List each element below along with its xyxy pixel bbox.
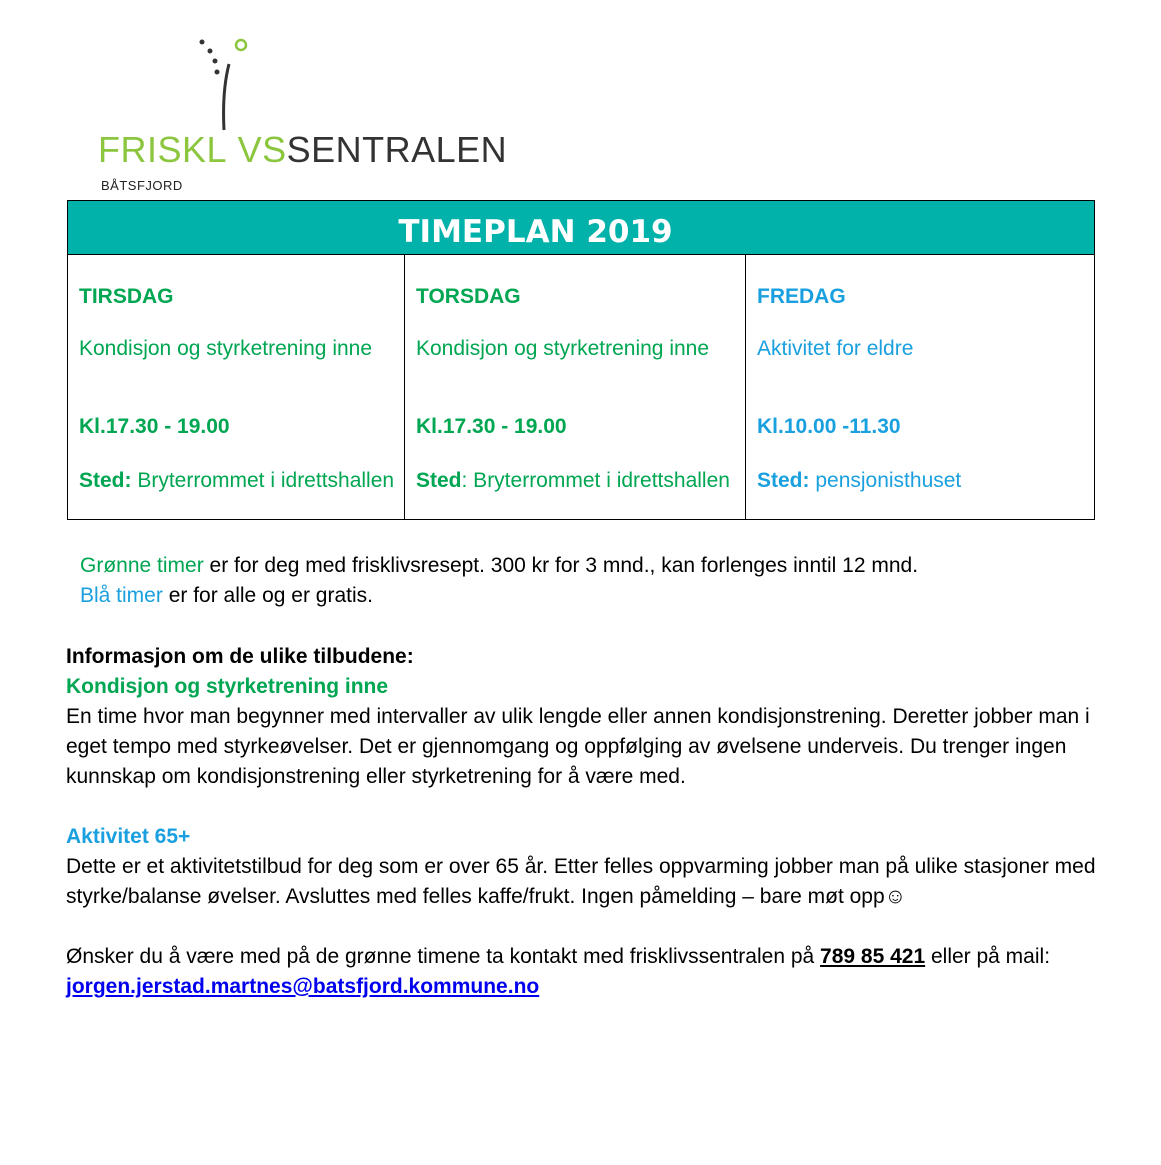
activity-label: Aktivitet for eldre: [757, 337, 914, 360]
place-label: Sted: pensjonisthuset: [757, 469, 962, 492]
logo-wordmark: FRISKL VSSENTRALEN: [98, 129, 508, 170]
legend-blue: Blå timer er for alle og er gratis.: [80, 584, 373, 607]
info-section: [66, 642, 1106, 1002]
schedule-header: [68, 201, 1094, 255]
logo-subtitle: BÅTSFJORD: [101, 178, 183, 193]
legend-green: Grønne timer er for deg med frisklivsresept. 300 kr for 3 mnd., kan forlenges inntil 12 mnd.: [80, 554, 919, 577]
day-label: TORSDAG: [416, 285, 521, 308]
place-label: Sted: Bryterrommet i idrettshallen: [79, 469, 395, 492]
schedule-column-tirsdag: [68, 255, 404, 519]
contact-paragraph: Ønsker du å være med på de grønne timene ta kontakt med frisklivssentralen på 789 85 421 eller på mail: jorgen.jerstad.martnes@batsfjord.kommune.no: [66, 945, 1051, 998]
place-label: Sted: Bryterrommet i idrettshallen: [416, 469, 730, 492]
time-label: Kl.17.30 - 19.00: [79, 415, 230, 438]
day-label: FREDAG: [757, 285, 846, 308]
section-text-kondisjon: En time hvor man begynner med intervaller av ulik lengde eller annen kondisjonstrening. Deretter jobber man i eget tempo med styrkeøvelser. Det er gjennomgang og oppfølging av øvelsene underveis. Du trenger ingen kunnskap om kondisjonstrening eller styrketrening for å være med.: [66, 705, 1090, 788]
frisklivssentralen-logo: [98, 36, 508, 193]
day-label: TIRSDAG: [79, 285, 174, 308]
activity-label: Kondisjon og styrketrening inne: [79, 337, 373, 360]
schedule-column-fredag: [745, 255, 1094, 519]
schedule-table: [67, 200, 1095, 520]
color-legend: [80, 551, 918, 611]
time-label: Kl.17.30 - 19.00: [416, 415, 567, 438]
email-link[interactable]: jorgen.jerstad.martnes@batsfjord.kommune.no: [66, 975, 540, 998]
activity-label: Kondisjon og styrketrening inne: [416, 337, 710, 360]
phone-link[interactable]: 789 85 421: [820, 945, 926, 968]
section-title-kondisjon: Kondisjon og styrketrening inne: [66, 675, 389, 698]
info-heading: Informasjon om de ulike tilbudene:: [66, 645, 414, 668]
section-text-aktivitet: Dette er et aktivitetstilbud for deg som er over 65 år. Etter felles oppvarming jobber man på ulike stasjoner med styrke/balanse øvelser. Avsluttes med felles kaffe/frukt. Ingen påmelding – bare møt opp☺: [66, 855, 1096, 908]
schedule-title: TIMEPLAN 2019: [398, 214, 673, 250]
section-title-aktivitet: Aktivitet 65+: [66, 825, 191, 848]
schedule-column-torsdag: [404, 255, 745, 519]
time-label: Kl.10.00 -11.30: [757, 415, 901, 438]
